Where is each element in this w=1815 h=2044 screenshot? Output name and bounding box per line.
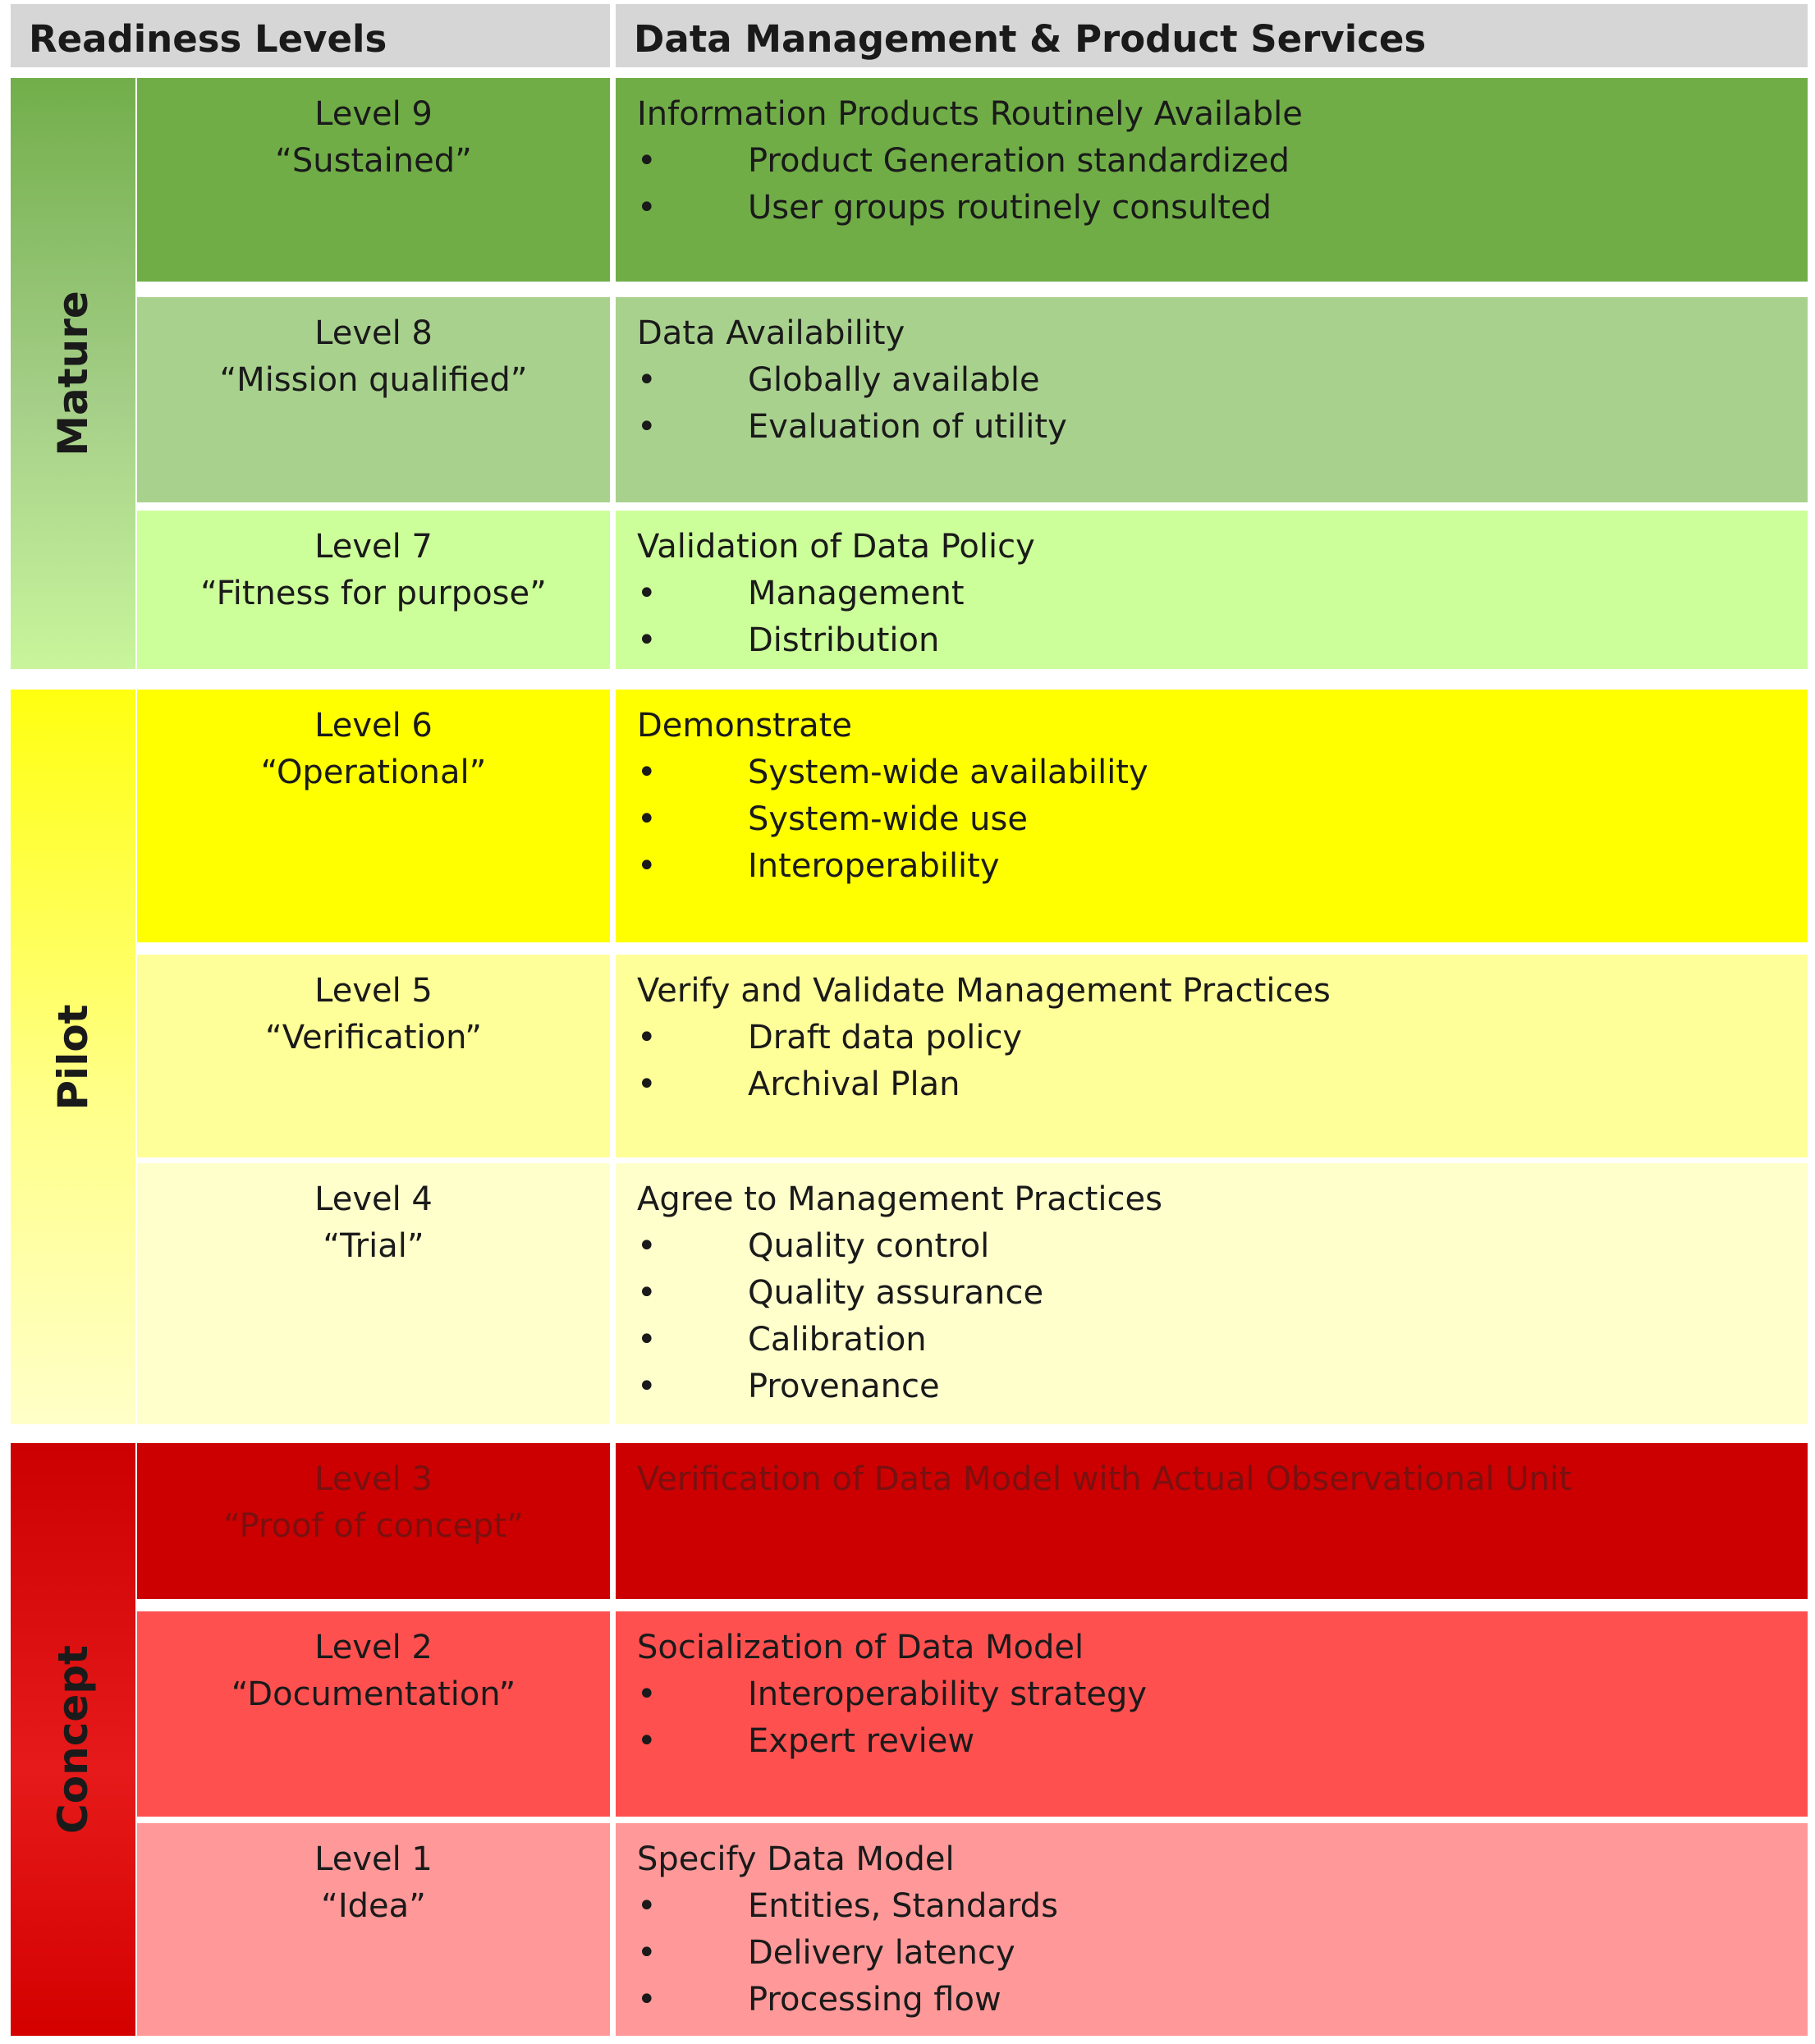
bullet-item <box>637 843 1808 890</box>
description-title: Verification of Data Model with Actual Observational Unit <box>637 1460 1572 1498</box>
bullet-item <box>637 1363 1808 1410</box>
level-number: Level 4 <box>314 1180 433 1218</box>
bullet-icon: • <box>637 1675 657 1713</box>
bullet-text: Calibration <box>748 1321 927 1359</box>
group-label: Concept <box>49 1645 97 1834</box>
bullet-item <box>637 185 1808 231</box>
description-title: Validation of Data Policy <box>637 528 1035 566</box>
description-cell <box>616 955 1808 1157</box>
bullet-text: Archival Plan <box>748 1066 960 1103</box>
bullet-icon: • <box>637 408 657 446</box>
bullet-text: Quality assurance <box>748 1274 1044 1312</box>
bullet-text: Evaluation of utility <box>748 408 1067 446</box>
level-cell <box>137 955 610 1157</box>
bullet-text: Product Generation standardized <box>748 142 1290 180</box>
bullet-icon: • <box>637 361 657 399</box>
bullet-icon: • <box>637 1887 657 1925</box>
level-cell <box>137 1611 610 1817</box>
description-title: Socialization of Data Model <box>637 1629 1084 1666</box>
bullet-text: Management <box>748 575 965 612</box>
level-number: Level 3 <box>314 1460 433 1498</box>
description-title: Agree to Management Practices <box>637 1180 1162 1218</box>
level-nickname: “Idea” <box>321 1887 426 1925</box>
bullet-item <box>637 796 1808 843</box>
bullet-item <box>637 1015 1808 1061</box>
level-number: Level 6 <box>314 707 433 745</box>
bullet-item <box>637 1718 1808 1765</box>
description-title: Information Products Routinely Available <box>637 95 1303 133</box>
level-cell <box>137 690 610 942</box>
bullet-text: Draft data policy <box>748 1019 1023 1056</box>
level-number: Level 7 <box>314 528 433 566</box>
level-nickname: “Proof of concept” <box>223 1507 524 1545</box>
level-number: Level 9 <box>314 95 433 133</box>
bullet-text: Interoperability <box>748 847 1000 885</box>
bullet-icon: • <box>637 1066 657 1103</box>
description-title: Verify and Validate Management Practices <box>637 972 1331 1010</box>
bullet-text: Quality control <box>748 1227 990 1265</box>
bullet-item <box>637 138 1808 185</box>
level-cell <box>137 78 610 282</box>
bullet-text: Delivery latency <box>748 1934 1015 1972</box>
level-nickname: “Sustained” <box>275 142 472 180</box>
bullet-item <box>637 404 1808 451</box>
header-readiness-levels <box>11 4 610 67</box>
bullet-icon: • <box>637 1227 657 1265</box>
bullet-text: System-wide availability <box>748 754 1148 791</box>
bullet-text: Processing flow <box>748 1981 1001 2019</box>
bullet-text: Globally available <box>748 361 1040 399</box>
bullet-item <box>637 749 1808 796</box>
level-cell <box>137 1823 610 2036</box>
bullet-item <box>637 617 1808 664</box>
description-cell <box>616 1443 1808 1599</box>
bullet-icon: • <box>637 1321 657 1359</box>
header-services-label: Data Management & Product Services <box>634 17 1427 61</box>
description-cell <box>616 1823 1808 2036</box>
description-cell <box>616 78 1808 282</box>
bullet-item <box>637 1883 1808 1930</box>
level-number: Level 8 <box>314 314 433 352</box>
description-cell <box>616 1163 1808 1424</box>
group-label: Pilot <box>49 1003 97 1111</box>
description-cell <box>616 690 1808 942</box>
group-label: Mature <box>49 291 97 456</box>
bullet-item <box>637 1061 1808 1108</box>
bullet-icon: • <box>637 1274 657 1312</box>
description-cell <box>616 297 1808 502</box>
bullet-icon: • <box>637 847 657 885</box>
level-nickname: “Operational” <box>260 754 487 791</box>
bullet-icon: • <box>637 1019 657 1056</box>
level-number: Level 2 <box>314 1629 433 1666</box>
group-band-mature <box>11 78 135 669</box>
bullet-icon: • <box>637 800 657 838</box>
level-number: Level 1 <box>314 1840 433 1878</box>
description-cell <box>616 1611 1808 1817</box>
bullet-text: Expert review <box>748 1722 975 1760</box>
bullet-icon: • <box>637 1368 657 1405</box>
bullet-text: Provenance <box>748 1368 940 1405</box>
level-nickname: “Trial” <box>323 1227 424 1265</box>
bullet-icon: • <box>637 1934 657 1972</box>
bullet-item <box>637 1977 1808 2023</box>
bullet-icon: • <box>637 1981 657 2019</box>
bullet-item <box>637 1671 1808 1718</box>
level-cell <box>137 1163 610 1424</box>
bullet-text: Distribution <box>748 621 940 659</box>
bullet-item <box>637 571 1808 617</box>
description-title: Specify Data Model <box>637 1840 955 1878</box>
bullet-item <box>637 1223 1808 1270</box>
level-nickname: “Documentation” <box>231 1675 516 1713</box>
bullet-item <box>637 1317 1808 1363</box>
level-nickname: “Fitness for purpose” <box>200 575 547 612</box>
group-band-pilot <box>11 690 135 1424</box>
bullet-text: Interoperability strategy <box>748 1675 1148 1713</box>
bullet-icon: • <box>637 754 657 791</box>
bullet-item <box>637 357 1808 404</box>
bullet-icon: • <box>637 142 657 180</box>
bullet-icon: • <box>637 1722 657 1760</box>
bullet-icon: • <box>637 189 657 227</box>
bullet-text: Entities, Standards <box>748 1887 1058 1925</box>
description-cell <box>616 511 1808 669</box>
group-band-concept <box>11 1443 135 2036</box>
level-cell <box>137 1443 610 1599</box>
level-cell <box>137 511 610 669</box>
description-title: Data Availability <box>637 314 905 352</box>
bullet-item <box>637 1930 1808 1977</box>
header-readiness-label: Readiness Levels <box>29 17 387 61</box>
level-number: Level 5 <box>314 972 433 1010</box>
bullet-text: User groups routinely consulted <box>748 189 1272 227</box>
description-title: Demonstrate <box>637 707 852 745</box>
level-cell <box>137 297 610 502</box>
level-nickname: “Mission qualified” <box>219 361 528 399</box>
bullet-item <box>637 1270 1808 1317</box>
level-nickname: “Verification” <box>264 1019 482 1056</box>
header-data-management <box>616 4 1808 67</box>
bullet-icon: • <box>637 621 657 659</box>
bullet-icon: • <box>637 575 657 612</box>
bullet-text: System-wide use <box>748 800 1028 838</box>
